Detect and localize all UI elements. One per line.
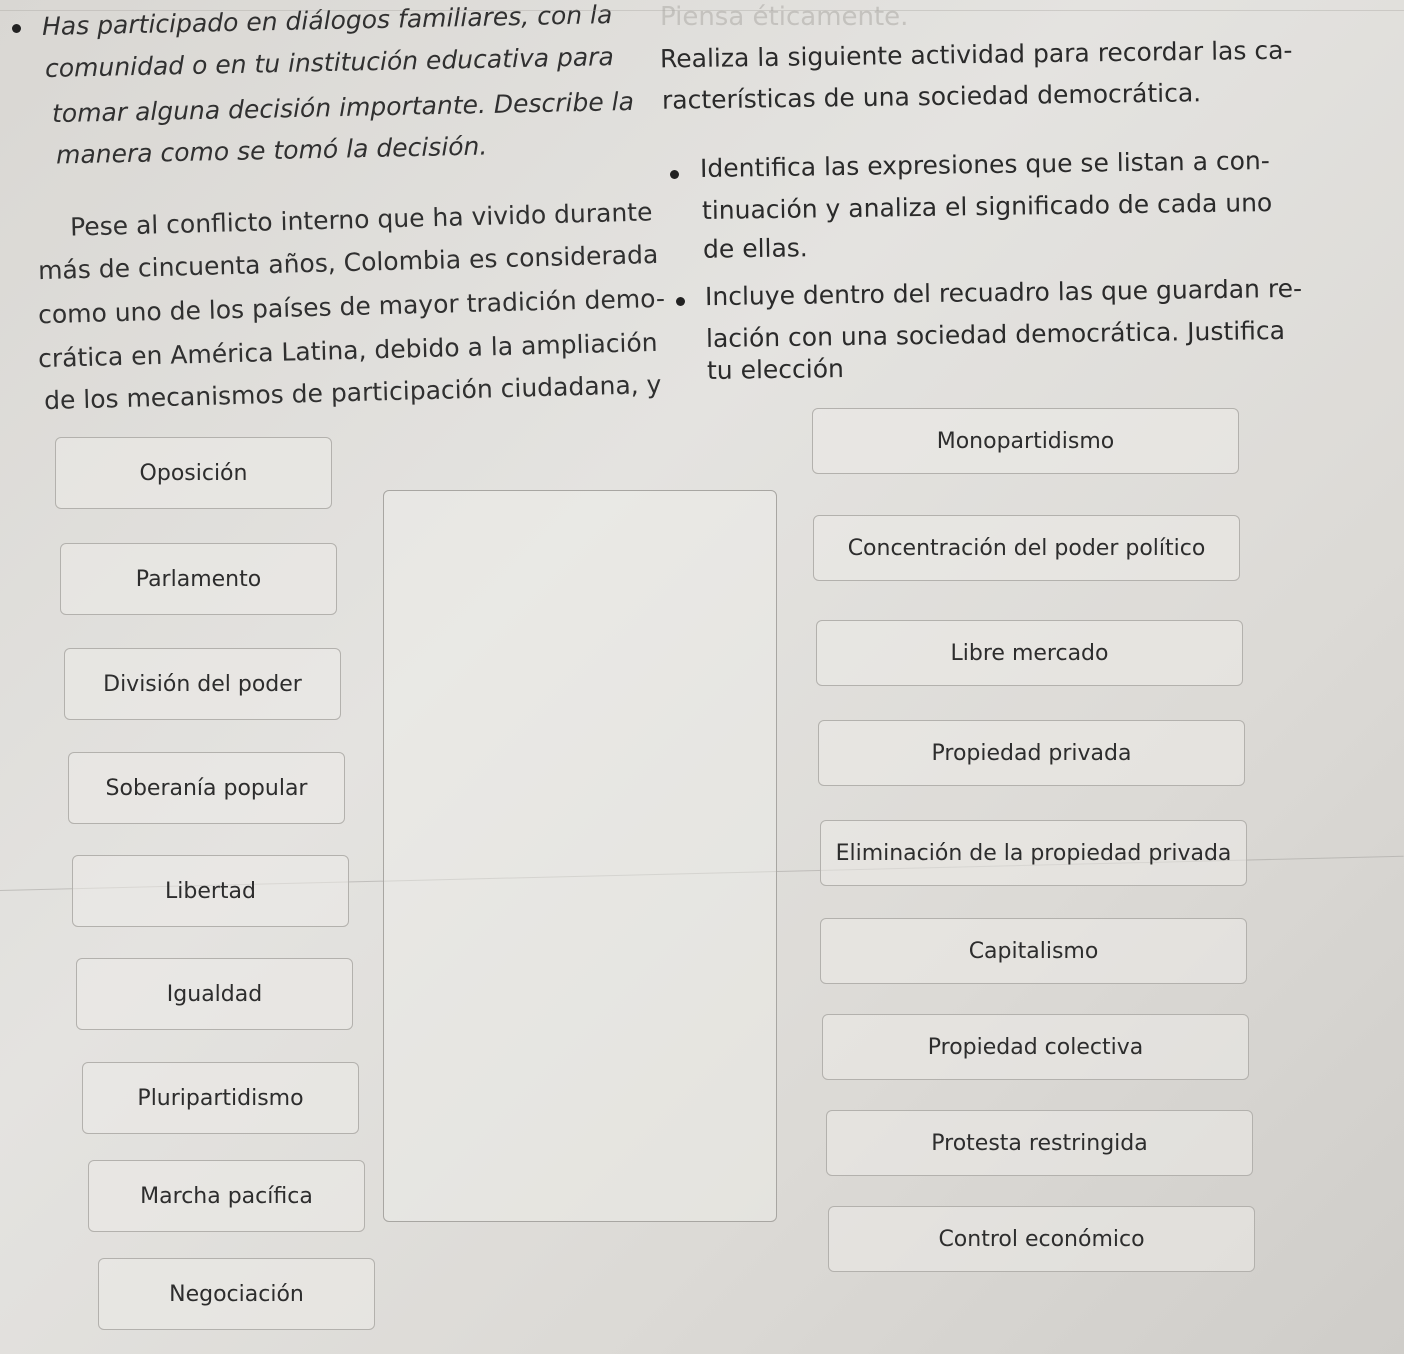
option-soberania-popular[interactable]: Soberanía popular xyxy=(68,752,345,824)
activity-line-3: Identifica las expresiones que se listan a con- xyxy=(699,146,1270,183)
prompt-line-4: manera como se tomó la decisión. xyxy=(55,131,488,170)
prompt-line-1: Has participado en diálogos familiares, con la xyxy=(41,0,613,41)
option-eliminacion-propiedad-privada[interactable]: Eliminación de la propiedad privada xyxy=(820,820,1247,886)
activity-line-4: tinuación y analiza el significado de cada uno xyxy=(701,188,1273,225)
activity-line-7: lación con una sociedad democrática. Justifica xyxy=(705,315,1286,354)
divider xyxy=(0,10,1404,11)
option-pluripartidismo[interactable]: Pluripartidismo xyxy=(82,1062,359,1134)
option-capitalismo[interactable]: Capitalismo xyxy=(820,918,1247,984)
option-libre-mercado[interactable]: Libre mercado xyxy=(816,620,1243,686)
faded-header: Piensa éticamente. xyxy=(660,2,909,32)
prompt-line-2: comunidad o en tu institución educativa para xyxy=(44,42,615,83)
activity-line-2: racterísticas de una sociedad democrática. xyxy=(661,78,1202,115)
bullet-icon xyxy=(670,170,679,179)
option-protesta-restringida[interactable]: Protesta restringida xyxy=(826,1110,1253,1176)
option-negociacion[interactable]: Negociación xyxy=(98,1258,375,1330)
option-division-del-poder[interactable]: División del poder xyxy=(64,648,341,720)
option-parlamento[interactable]: Parlamento xyxy=(60,543,337,615)
activity-line-1: Realiza la siguiente actividad para recordar las ca- xyxy=(659,35,1293,74)
bullet-icon xyxy=(12,24,21,33)
activity-line-6: Incluye dentro del recuadro las que guardan re- xyxy=(704,273,1303,312)
option-concentracion-del-poder[interactable]: Concentración del poder político xyxy=(813,515,1240,581)
reading-line-1: Pese al conflicto interno que ha vivido durante xyxy=(69,197,653,242)
option-oposicion[interactable]: Oposición xyxy=(55,437,332,509)
option-propiedad-privada[interactable]: Propiedad privada xyxy=(818,720,1245,786)
bullet-icon xyxy=(676,297,685,306)
activity-line-5: de ellas. xyxy=(702,233,808,264)
option-libertad[interactable]: Libertad xyxy=(72,855,349,927)
option-marcha-pacifica[interactable]: Marcha pacífica xyxy=(88,1160,365,1232)
reading-line-4: crática en América Latina, debido a la ampliación xyxy=(37,327,658,374)
reading-line-2: más de cincuenta años, Colombia es considerada xyxy=(37,239,659,286)
option-control-economico[interactable]: Control económico xyxy=(828,1206,1255,1272)
option-igualdad[interactable]: Igualdad xyxy=(76,958,353,1030)
activity-line-8: tu elección xyxy=(706,354,845,385)
prompt-line-3: tomar alguna decisión importante. Describe la xyxy=(51,86,635,129)
reading-line-3: como uno de los países de mayor tradición demo- xyxy=(37,283,666,330)
option-monopartidismo[interactable]: Monopartidismo xyxy=(812,408,1239,474)
reading-line-5: de los mecanismos de participación ciudadana, y xyxy=(43,369,662,416)
answer-box[interactable] xyxy=(383,490,777,1222)
option-propiedad-colectiva[interactable]: Propiedad colectiva xyxy=(822,1014,1249,1080)
